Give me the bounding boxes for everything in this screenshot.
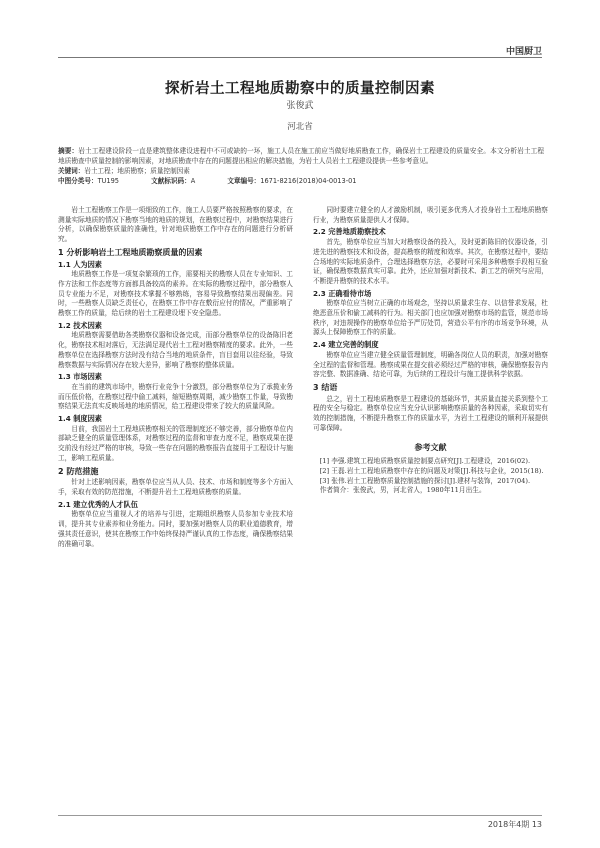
body-column-left (58, 206, 293, 549)
subsection-heading-2-3: 2.3 正确看待市场 (313, 288, 372, 298)
paragraph-2-1: 勘察单位应当重视人才的培养与引进，定期组织勘察人员参加专业技术培训，提升其专业素养和业务能力。同时，要加强对勘察人员的职业道德教育，增强其责任意识，使其在勘察工作中始终保持严谨认真的工作态度，确保勘察结果的准确可靠。 (58, 510, 293, 548)
article-author: 张俊武 (286, 101, 314, 111)
subsection-heading-1-4: 1.4 制度因素 (58, 414, 102, 424)
author-bio: 作者简介：张俊武，男，河北省人，1980年11月出生。 (319, 486, 486, 495)
classification-row (58, 176, 544, 186)
header-rule (58, 57, 542, 58)
keywords-label: 关键词： (58, 167, 85, 176)
article-title: 探析岩土工程地质勘察中的质量控制因素 (165, 81, 435, 97)
paragraph-1-4: 目前，我国岩土工程地质勘察相关的管理制度还不够完善，部分勘察单位内部缺乏健全的质量管理体系，对勘察过程的监督和审查力度不足，勘察成果在提交前没有经过严格的审核，导致一些存在问题的勘察报告直接用于工程设计与施工，影响工程质量。 (58, 424, 293, 462)
section-heading-3: 3 结语 (313, 382, 338, 392)
paragraph-1-2: 地质勘察需要借助各类勘察仪器和设备完成，而部分勘察单位的设备陈旧老化，勘察技术相对落后，无法满足现代岩土工程对勘察精度的要求。此外，一些勘察单位在选择勘察方法时没有结合当地的地质条件，盲目套用以往经验，导致勘察数据与实际情况存在较大差异，影响了勘察的整体质量。 (58, 331, 293, 369)
paragraph-2-1-continued: 同时要建立健全的人才激励机制，吸引更多优秀人才投身岩土工程地质勘察行业，为勘察质量提供人才保障。 (313, 206, 548, 224)
subsection-heading-2-2: 2.2 完善地质勘察技术 (313, 227, 386, 237)
section-heading-2: 2 防范措施 (58, 466, 99, 476)
subsection-heading-2-4: 2.4 建立完善的制度 (313, 340, 379, 350)
abstract-text: 岩土工程建设阶段一直是建筑整体建设进程中不可或缺的一环，施工人员在施工前应当做好地质勘查工作，确保岩土工程建设的质量安全。本文分析岩土工程地质勘查中质量控制的影响因素，对地质勘查中存在的问题提出相应的解决措施，为岩土人员岩土工程建设提供一些参考意见。 (58, 147, 545, 166)
paragraph-1-1: 地质勘察工作是一项复杂繁琐的工作，需要相关的勘察人员在专业知识、工作方法和工作态度等方面都具备较高的素养。在实际的勘察过程中，部分勘察人员专业能力不足，对勘察技术掌握不够熟练，容易导致勘察结果出现偏差。同时，一些勘察人员缺乏责任心，在勘察工作中存在敷衍应付的情况，严重影响了勘察工作的质量，给后续的岩土工程建设埋下安全隐患。 (58, 270, 293, 318)
footer-rule (58, 815, 542, 816)
paragraph-2-2: 首先，勘察单位应当加大对勘察设备的投入，及时更新陈旧的仪器设备，引进先进的勘察技术和设备，提高勘察的精度和效率。其次，在勘察过程中，要结合场地的实际地质条件，合理选择勘察方法，必要时可采用多种勘察手段相互验证，确保勘察数据真实可靠。此外，还应加强对新技术、新工艺的研究与应用，不断提升勘察的技术水平。 (313, 238, 548, 285)
subsection-heading-1-3: 1.3 市场因素 (58, 372, 102, 382)
paragraph-2-4: 勘察单位应当建立健全质量管理制度，明确各岗位人员的职责，加强对勘察全过程的监督和管理。勘察成果在提交前必须经过严格的审核，确保勘察报告内容完整、数据准确、结论可靠，为后续的工程设计与施工提供科学依据。 (313, 350, 548, 379)
references-heading: 参考文献 (414, 443, 447, 453)
subsection-heading-1-1: 1.1 人为因素 (58, 259, 102, 269)
subsection-heading-2-1: 2.1 建立优秀的人才队伍 (58, 499, 138, 509)
article-id-label: 文章编号： (227, 177, 261, 186)
journal-name: 中国厨卫 (505, 47, 542, 57)
paragraph-3: 总之，岩土工程地质勘察是工程建设的基础环节，其质量直接关系到整个工程的安全与稳定。勘察单位应当充分认识影响勘察质量的各种因素，采取切实有效的控制措施，不断提升勘察工作的质量水平，为岩土工程建设的顺利开展提供可靠保障。 (313, 394, 548, 432)
page-footer: 2018年4期 13 (487, 820, 542, 829)
abstract-block (58, 146, 544, 186)
reference-item: [1] 李强.建筑工程地质勘察质量控制要点研究[J].工程建设，2016(02). (319, 457, 531, 466)
article-id-value: 1671-8216(2018)04-0013-01 (260, 177, 357, 186)
clc-label: 中图分类号： (58, 177, 98, 186)
clc-value: TU195 (97, 177, 120, 186)
paragraph-2: 针对上述影响因素，勘察单位应当从人员、技术、市场和制度等多个方面入手，采取有效的防范措施，不断提升岩土工程地质勘察的质量。 (58, 478, 293, 496)
reference-item: [3] 张伟.岩土工程勘察质量控制措施的探讨[J].建材与装饰，2017(04). (319, 476, 531, 485)
section-heading-1: 1 分析影响岩土工程地质勘察质量的因素 (58, 247, 203, 257)
article-affiliation: 河北省 (287, 122, 313, 132)
doc-code-value: A (190, 177, 196, 186)
abstract-label: 摘要： (58, 147, 79, 155)
keywords-row (58, 166, 544, 176)
body-column-right (313, 206, 548, 496)
intro-paragraph: 岩土工程勘察工作是一项细致的工作，施工人员要严格按照勘察的要求，在测量实际地质的情况下勘察当地的地质的规划，在勘察过程中，对勘察结果进行分析，以确保勘察质量的准确性，针对地质勘察工作中存在的问题进行分析研究。 (58, 206, 293, 244)
reference-item: [2] 王磊.岩土工程地质勘察中存在的问题及对策[J].科技与企业，2015(18). (319, 466, 544, 475)
subsection-heading-1-2: 1.2 技术因素 (58, 320, 102, 330)
paragraph-2-3: 勘察单位应当树立正确的市场观念，坚持以质量求生存、以信誉求发展，杜绝恶意压价和偷工减料的行为。相关部门也应加强对勘察市场的监管，规范市场秩序，对违规操作的勘察单位给予严厉处罚，营造公平有序的市场竞争环境，从源头上保障勘察工作的质量。 (313, 299, 548, 337)
doc-code-label: 文献标识码： (151, 177, 191, 186)
keywords-text: 岩土工程；地质勘察；质量控制因素 (84, 167, 190, 176)
abstract-paragraph (58, 146, 544, 166)
paragraph-1-3: 在当前的建筑市场中，勘察行业竞争十分激烈，部分勘察单位为了承揽业务而压低价格，在勘察过程中偷工减料，缩短勘察周期，减少勘察工作量，导致勘察结果无法真实反映场地的地质情况，给工程建设带来了较大的质量风险。 (58, 382, 293, 411)
